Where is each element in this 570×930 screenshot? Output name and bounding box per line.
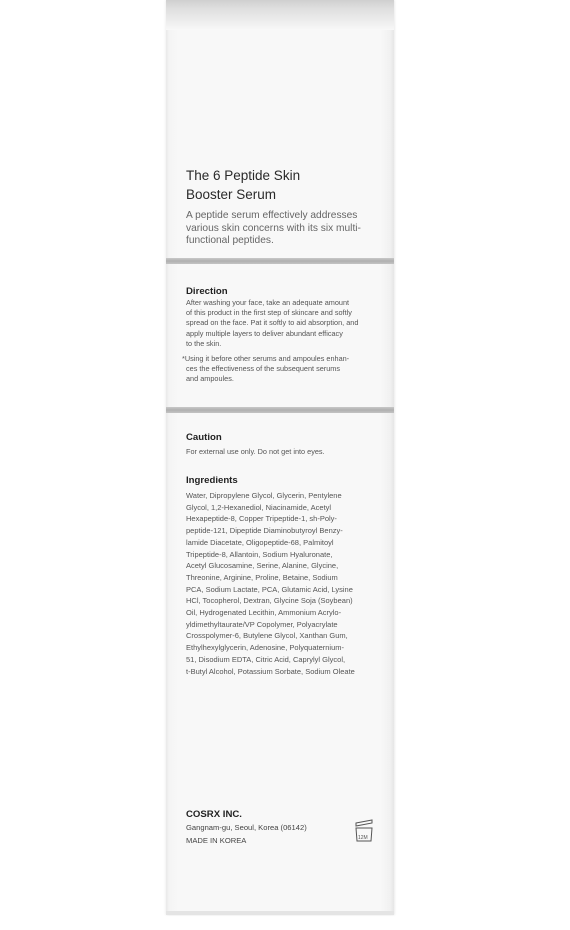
note-line: ces the effectiveness of the subsequent serums	[186, 364, 341, 374]
ingredients-line: peptide-121, Dipeptide Diaminobutyroyl Benzy-	[186, 526, 343, 536]
product-title-line: Booster Serum	[186, 187, 277, 202]
caution-text	[186, 447, 392, 457]
direction-text	[186, 298, 392, 349]
ingredients-line: Water, Dipropylene Glycol, Glycerin, Pentylene	[186, 491, 342, 500]
ingredients-line: Crosspolymer-6, Butylene Glycol, Xanthan Gum,	[186, 631, 348, 641]
address-line: Gangnam-gu, Seoul, Korea (06142)	[186, 823, 307, 832]
direction-line: to the skin.	[186, 338, 222, 348]
pao-label: 12M	[358, 835, 368, 841]
ingredients-line: Oil, Hydrogenated Lecithin, Ammonium Acrylo-	[186, 608, 342, 618]
note-line: and ampoules.	[186, 374, 234, 384]
manufacturer-address	[186, 822, 307, 847]
manufacturer-name: COSRX INC.	[186, 809, 242, 820]
product-title	[186, 166, 386, 204]
direction-heading: Direction	[186, 286, 228, 297]
ingredients-line: PCA, Sodium Lactate, PCA, Glutamic Acid, Lysine	[186, 584, 353, 594]
product-title-line: The 6 Peptide Skin	[186, 168, 301, 183]
box-bottom-edge	[166, 911, 394, 915]
grey-divider-band	[166, 258, 394, 264]
grey-divider-band	[166, 407, 394, 413]
ingredients-line: Hexapeptide-8, Copper Tripeptide-1, sh-Poly-	[186, 514, 337, 524]
ingredients-line: Acetyl Glucosamine, Serine, Alanine, Glycine,	[186, 561, 339, 571]
ingredients-line: lamide Diacetate, Oligopeptide-68, Palmitoyl	[186, 537, 334, 547]
caution-line: For external use only. Do not get into eyes.	[186, 447, 325, 456]
product-tagline	[186, 210, 391, 248]
note-line: *Using it before other serums and ampoules enhan-	[182, 354, 350, 363]
ingredients-line: t-Butyl Alcohol, Potassium Sorbate, Sodium Oleate	[186, 666, 355, 676]
direction-line: After washing your face, take an adequate amount	[186, 298, 350, 307]
ingredients-line: HCl, Tocopherol, Dextran, Glycine Soja (Soybean)	[186, 596, 353, 606]
direction-note	[182, 354, 388, 385]
ingredients-line: yldimethyltaurate/VP Copolymer, Polyacrylate	[186, 619, 338, 629]
ingredients-line: Tripeptide-8, Allantoin, Sodium Hyaluronate,	[186, 549, 333, 559]
origin-line: MADE IN KOREA	[186, 835, 247, 845]
tagline-line: various skin concerns with its six multi-	[186, 222, 361, 234]
caution-heading: Caution	[186, 432, 222, 443]
ingredients-line: Ethylhexylglycerin, Adenosine, Polyquaternium-	[186, 643, 345, 653]
ingredients-line: Glycol, 1,2-Hexanediol, Niacinamide, Acetyl	[186, 502, 332, 512]
direction-line: spread on the face. Pat it softly to aid absorption, and	[186, 318, 359, 328]
ingredients-list	[186, 490, 392, 677]
direction-line: apply multiple layers to deliver abundant efficacy	[186, 328, 343, 338]
ingredients-line: 51, Disodium EDTA, Citric Acid, Caprylyl Glycol,	[186, 654, 346, 664]
ingredients-line: Threonine, Arginine, Proline, Betaine, Sodium	[186, 572, 338, 582]
tagline-line: functional peptides.	[186, 235, 274, 246]
direction-line: of this product in the first step of skincare and softly	[186, 308, 352, 318]
tagline-line: A peptide serum effectively addresses	[186, 210, 358, 221]
box-top-edge	[166, 0, 394, 30]
product-box-side	[166, 0, 394, 915]
ingredients-heading: Ingredients	[186, 475, 238, 486]
